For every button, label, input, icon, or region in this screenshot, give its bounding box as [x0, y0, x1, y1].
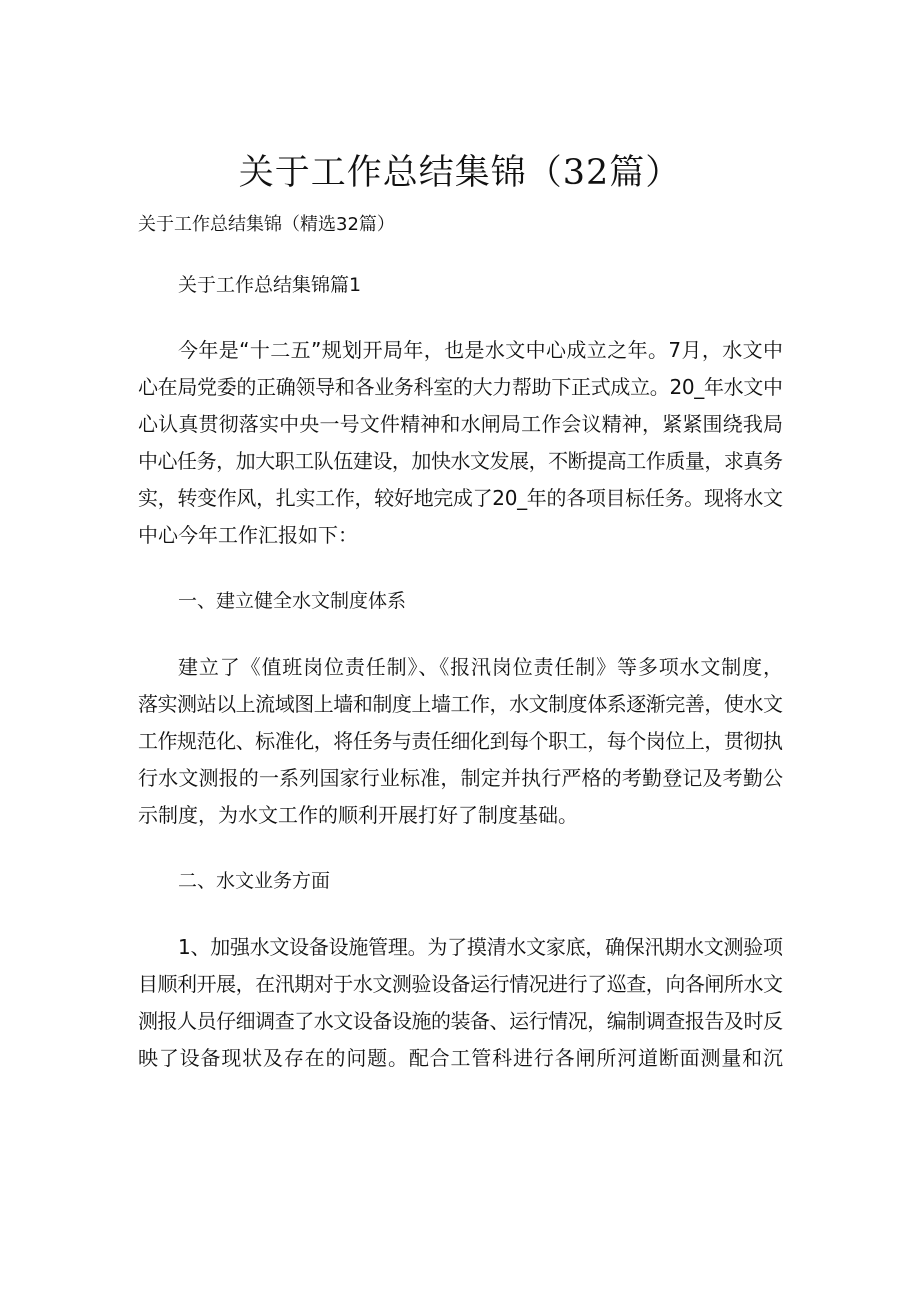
- document-subtitle: 关于工作总结集锦（精选32篇）: [138, 214, 395, 235]
- paragraph-line: 中心今年工作汇报如下：: [138, 523, 358, 547]
- section-heading: 关于工作总结集锦篇1: [178, 274, 362, 296]
- paragraph-line: 工作规范化、标准化，将任务与责任细化到每个职工，每个岗位上，贯彻执: [138, 729, 783, 753]
- paragraph-line: 行水文测报的一系列国家行业标准，制定并执行严格的考勤登记及考勤公: [138, 766, 784, 790]
- paragraph-line: 测报人员仔细调查了水文设备设施的装备、运行情况，编制调查报告及时反: [138, 1009, 783, 1033]
- paragraph-line: 示制度，为水文工作的顺利开展打好了制度基础。: [138, 803, 578, 827]
- paragraph-line: 心在局党委的正确领导和各业务科室的大力帮助下正式成立。20_年水文中: [138, 375, 783, 399]
- paragraph-line: 实，转变作风，扎实工作，较好地完成了20_年的各项目标任务。现将水文: [138, 486, 783, 510]
- paragraph-line: 1、加强水文设备设施管理。为了摸清水文家底，确保汛期水文测验项: [178, 935, 783, 959]
- paragraph-line: 目顺利开展，在汛期对于水文测验设备运行情况进行了巡查，向各闸所水文: [138, 972, 783, 996]
- section-heading-1: 一、建立健全水文制度体系: [178, 590, 407, 612]
- paragraph-line: 中心任务，加大职工队伍建设，加快水文发展，不断提高工作质量，求真务: [138, 449, 783, 473]
- document-title: 关于工作总结集锦（32篇）: [238, 153, 682, 193]
- paragraph-line: 映了设备现状及存在的问题。配合工管科进行各闸所河道断面测量和沉: [138, 1046, 784, 1070]
- section-heading-2: 二、水文业务方面: [178, 870, 331, 892]
- paragraph-line: 心认真贯彻落实中央一号文件精神和水闸局工作会议精神，紧紧围绕我局: [138, 412, 784, 436]
- paragraph-line: 落实测站以上流域图上墙和制度上墙工作，水文制度体系逐渐完善，使水文: [138, 692, 783, 716]
- paragraph-line: 建立了《值班岗位责任制》、《报汛岗位责任制》等多项水文制度，: [178, 655, 784, 679]
- paragraph-line: 今年是“十二五”规划开局年，也是水文中心成立之年。7月，水文中: [178, 338, 784, 362]
